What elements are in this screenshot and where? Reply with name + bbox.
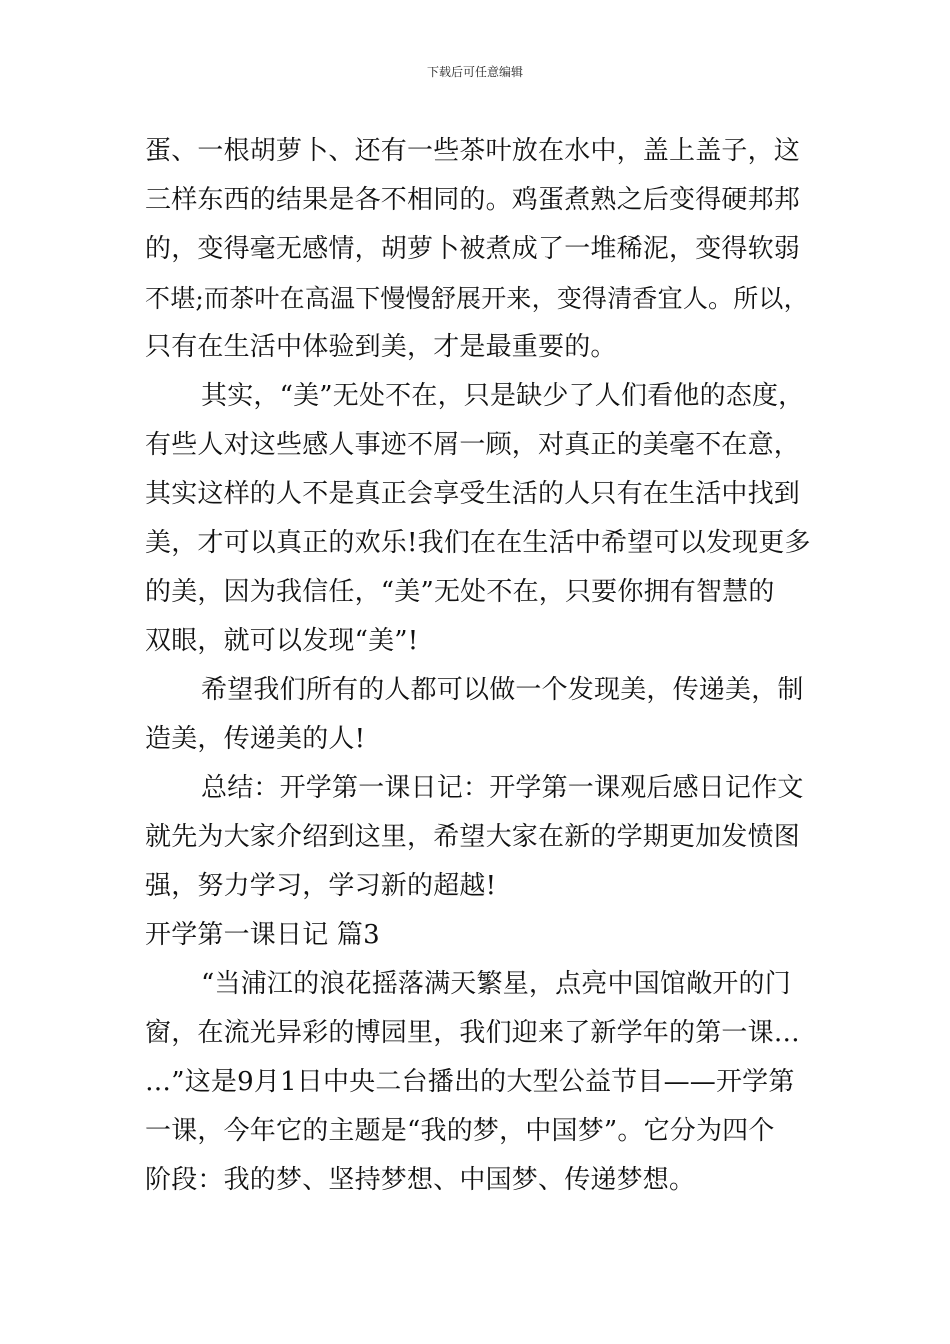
text-line: 美，才可以真正的欢乐!我们在在生活中希望可以发现更多 bbox=[145, 528, 811, 558]
text-line: 的，变得毫无感情，胡萝卜被煮成了一堆稀泥，变得软弱 bbox=[145, 234, 801, 264]
text-line: 的美，因为我信任，“美”无处不在，只要你拥有智慧的 bbox=[145, 577, 775, 607]
text-line: 一课，今年它的主题是“我的梦，中国梦”。它分为四个 bbox=[145, 1116, 775, 1146]
page-header: 下载后可任意编辑 bbox=[426, 65, 523, 79]
text-line: 窗，在流光异彩的博园里，我们迎来了新学年的第一课… bbox=[145, 1018, 801, 1048]
text-line: 阶段：我的梦、坚持梦想、中国梦、传递梦想。 bbox=[145, 1165, 696, 1195]
text-line: 蛋、一根胡萝卜、还有一些茶叶放在水中，盖上盖子，这 bbox=[145, 136, 801, 166]
text-line: 其实这样的人不是真正会享受生活的人只有在生活中找到 bbox=[145, 479, 801, 509]
text-line: 造美，传递美的人! bbox=[145, 724, 366, 754]
text-line: 希望我们所有的人都可以做一个发现美，传递美，制 bbox=[201, 675, 804, 705]
text-line: 不堪;而茶叶在高温下慢慢舒展开来，变得清香宜人。所以， bbox=[145, 284, 809, 313]
text-line: 只有在生活中体验到美，才是最重要的。 bbox=[145, 332, 617, 362]
text-line: 就先为大家介绍到这里，希望大家在新的学期更加发愤图 bbox=[145, 822, 801, 852]
text-line: “当浦江的浪花摇落满天繁星，点亮中国馆敞开的门 bbox=[201, 969, 791, 999]
text-line: 开学第一课日记 篇3 bbox=[145, 920, 380, 950]
text-line: 有些人对这些感人事迹不屑一顾，对真正的美毫不在意， bbox=[145, 430, 801, 460]
document-body bbox=[145, 127, 815, 1205]
text-line: 其实，“美”无处不在，只是缺少了人们看他的态度， bbox=[201, 381, 805, 411]
text-line: 总结：开学第一课日记：开学第一课观后感日记作文 bbox=[201, 773, 804, 803]
text-line: …”这是9月1日中央二台播出的大型公益节目——开学第 bbox=[145, 1067, 795, 1097]
text-line: 双眼，就可以发现“美”! bbox=[145, 626, 419, 656]
text-line: 强，努力学习，学习新的超越! bbox=[145, 871, 497, 901]
text-line: 三样东西的结果是各不相同的。鸡蛋煮熟之后变得硬邦邦 bbox=[145, 185, 801, 215]
